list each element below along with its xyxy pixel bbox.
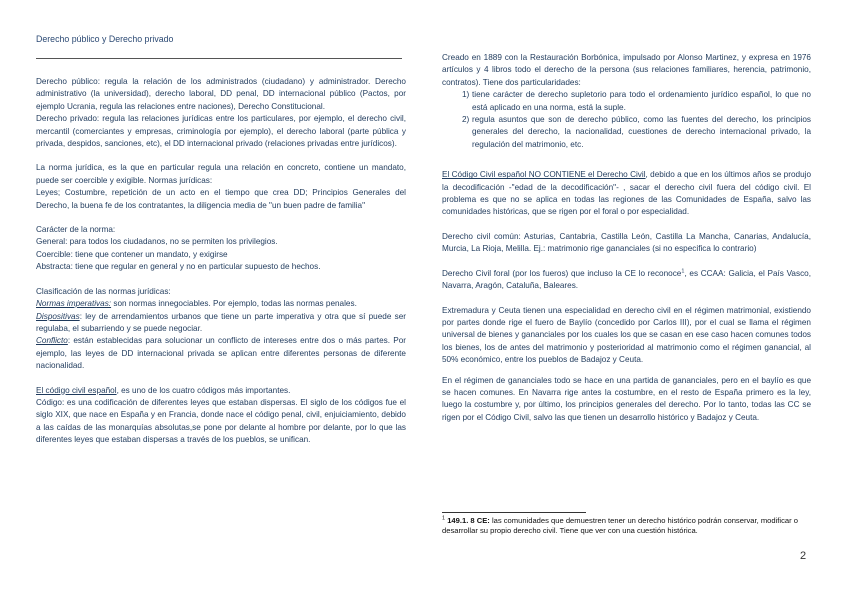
caracter-abstracta: Abstracta: tiene que regular en general y no en particular supuesto de hechos. bbox=[36, 262, 321, 272]
caracter-title: Carácter de la norma: bbox=[36, 225, 116, 235]
paragraph-derecho-comun: Derecho civil común: Asturias, Cantabria, Castilla León, Castilla La Mancha, Canarias, Andalucía, Murcia, La Rioja, Melilla. Ej.: matrimonio rige gananciales (si no especifica lo contrario) bbox=[442, 231, 811, 254]
codigo-civil-heading bbox=[36, 385, 406, 397]
list-item bbox=[442, 89, 811, 114]
list-text: regula asuntos que son de derecho público, como las fuentes del derecho, los principios generales del derecho, la nacionalidad, cuestiones de derecho internacional privado, la regulación del matrimonio, etc. bbox=[472, 115, 811, 149]
conflicto-label: Conflicto bbox=[36, 336, 68, 346]
clasificacion-title: Clasificación de las normas jurídicas: bbox=[36, 286, 171, 296]
normas-conflicto bbox=[36, 335, 406, 372]
paragraph-no-contiene bbox=[442, 169, 811, 219]
list-text: tiene carácter de derecho supletorio para todo el ordenamiento jurídico español, lo que no está aplicado en una norma, está la suple. bbox=[472, 90, 811, 112]
imperativas-text: son normas innegociables. Por ejemplo, todas las normas penales. bbox=[111, 299, 357, 309]
footnote bbox=[442, 516, 812, 537]
normas-imperativas bbox=[36, 298, 406, 310]
paragraph-extremadura: Extremadura y Ceuta tienen una especialidad en derecho civil en el régimen matrimonial, existiendo por partes donde rige el fuero de Baylío (concedido por Carlos III), por el cual se llama el régimen universal de bienes y gananciales por los cuales los que se casan en ese caso hacen comunes todos los bienes, los de antes del matrimonio y posterioridad al matrimonio como el régimen ganancial, al 50% económico, entre los pueblos de Badajoz y Ceuta. bbox=[442, 305, 811, 365]
list-number: 1) bbox=[462, 90, 470, 100]
title-rule bbox=[36, 58, 402, 59]
document-title: Derecho público y Derecho privado bbox=[36, 34, 174, 44]
no-contiene-text: , debido a que en los últimos años se produjo la decodificación -"edad de la decodificación"- , sacar el derecho civil fuera del código civil. El problema es que no se aplica en todas las regiones de las Comunidades de España, salvo las comunidades históricas, que se rigen por el foral o por especialidad. bbox=[442, 170, 811, 217]
foral-text-b: , es CCAA: Galicia, el País Vasco, Navarra, Aragón, Cataluña, Baleares. bbox=[442, 268, 811, 291]
caracter-coercible: Coercible: tiene que contener un mandato, y exigirse bbox=[36, 249, 228, 259]
list-item bbox=[442, 114, 811, 151]
dispositivas-text: : ley de arrendamientos urbanos que tiene un parte imperativa y otra que sí puede ser regulaba, el subarriendo y se puede negociar. bbox=[36, 311, 406, 333]
conflicto-text: : están establecidas para solucionar un conflicto de intereses entre dos o más partes. Por ejemplo, las leyes de DD internacional privada se aplican entre diferentes personas de diferente nacionalidad. bbox=[36, 336, 406, 371]
left-column bbox=[36, 76, 406, 447]
footnote-mark: 1 bbox=[442, 515, 446, 522]
dispositivas-label: Dispositivas bbox=[36, 311, 80, 321]
imperativas-label: Normas imperativas: bbox=[36, 299, 112, 309]
foral-text-a: Derecho Civil foral (por los fueros) que incluso la CE lo reconoce bbox=[442, 268, 682, 278]
particularidades-list bbox=[442, 89, 811, 151]
paragraph-creado: Creado en 1889 con la Restauración Borbónica, impulsado por Alonso Martinez, y expresa en 1976 artículos y 4 libros todo el derecho de la persona (sus relaciones familiares, herencia, patrimonio, contratos). Tiene dos particularidades: bbox=[442, 53, 811, 87]
paragraph-derecho-foral bbox=[442, 268, 811, 293]
list-number: 2) bbox=[462, 115, 470, 125]
paragraph-fuentes: Leyes; Costumbre, repetición de un acto en el tiempo que crea DD; Principios Generales del Derecho, la buena fe de los contratantes, la diligencia media de "un buen padre de familia" bbox=[36, 188, 406, 210]
page-number: 2 bbox=[800, 550, 807, 562]
paragraph-derecho-privado: Derecho privado: regula las relaciones jurídicas entre los particulares, por ejemplo, el derecho civil, mercantil (comerciantes y empresas, criminología por ejemplo), el derecho laboral (parte pública y privada, despidos, sanciones, etc), el DD internacional privado (relaciones privadas entre jurídicos). bbox=[36, 114, 406, 149]
caracter-general: General: para todos los ciudadanos, no se permiten los privilegios. bbox=[36, 237, 278, 247]
right-column bbox=[442, 52, 811, 424]
codigo-civil-text: , es uno de los cuatro códigos más importantes. bbox=[116, 385, 291, 395]
paragraph-norma-juridica: La norma jurídica, es la que en particular regula una relación en concreto, contiene un mandato, puede ser coercible y exigible. Normas jurídicas: bbox=[36, 163, 406, 185]
paragraph-gananciales: En el régimen de gananciales todo se hace en una partida de gananciales, pero en el baylío es que se hacen comunes. En Navarra rige antes la costumbre, en el resto de España primero es la ley, luego la costumbre y, por último, los principios generales del derecho. Por lo tanto, todas las CC se rigen por el Código Civil, salvo las que tienen un desarrollo histórico y Badajoz y Ceuta. bbox=[442, 375, 811, 422]
footnote-text: las comunidades que demuestren tener un derecho histórico podrán conservar, modificar o desarrollar su propio derecho civil. Tiene que ver con una cuestión histórica. bbox=[442, 516, 798, 536]
codigo-civil-label: El código civil español bbox=[36, 385, 117, 395]
footnote-article: 149.1. 8 CE: bbox=[447, 516, 490, 525]
paragraph-derecho-publico: Derecho público: regula la relación de los administrados (ciudadano) y administrador. Derecho administrativo (la universidad), derecho laboral, DD penal, DD internacional público (Pactos, por ejemplo Ucrania, regula las relaciones entre naciones), Derecho Constitucional. bbox=[36, 77, 406, 111]
footnote-rule bbox=[442, 512, 586, 513]
paragraph-codigo: Código: es una codificación de diferentes leyes que estaban dispersas. El siglo de los códigos fue el siglo XIX, que nace en España y en Francia, donde nace el código penal, civil, enjuiciamiento, debido a las caídas de las monarquías absolutas,se pone por delante al hombre por delante, por lo que las diferentes leyes que estaban dispersas a través de los pueblos, se unifican. bbox=[36, 397, 406, 445]
footnote-reference[interactable]: 1 bbox=[681, 267, 685, 274]
normas-dispositivas bbox=[36, 311, 406, 336]
no-contiene-label: El Código Civil español NO CONTIENE el Derecho Civil bbox=[442, 170, 646, 180]
